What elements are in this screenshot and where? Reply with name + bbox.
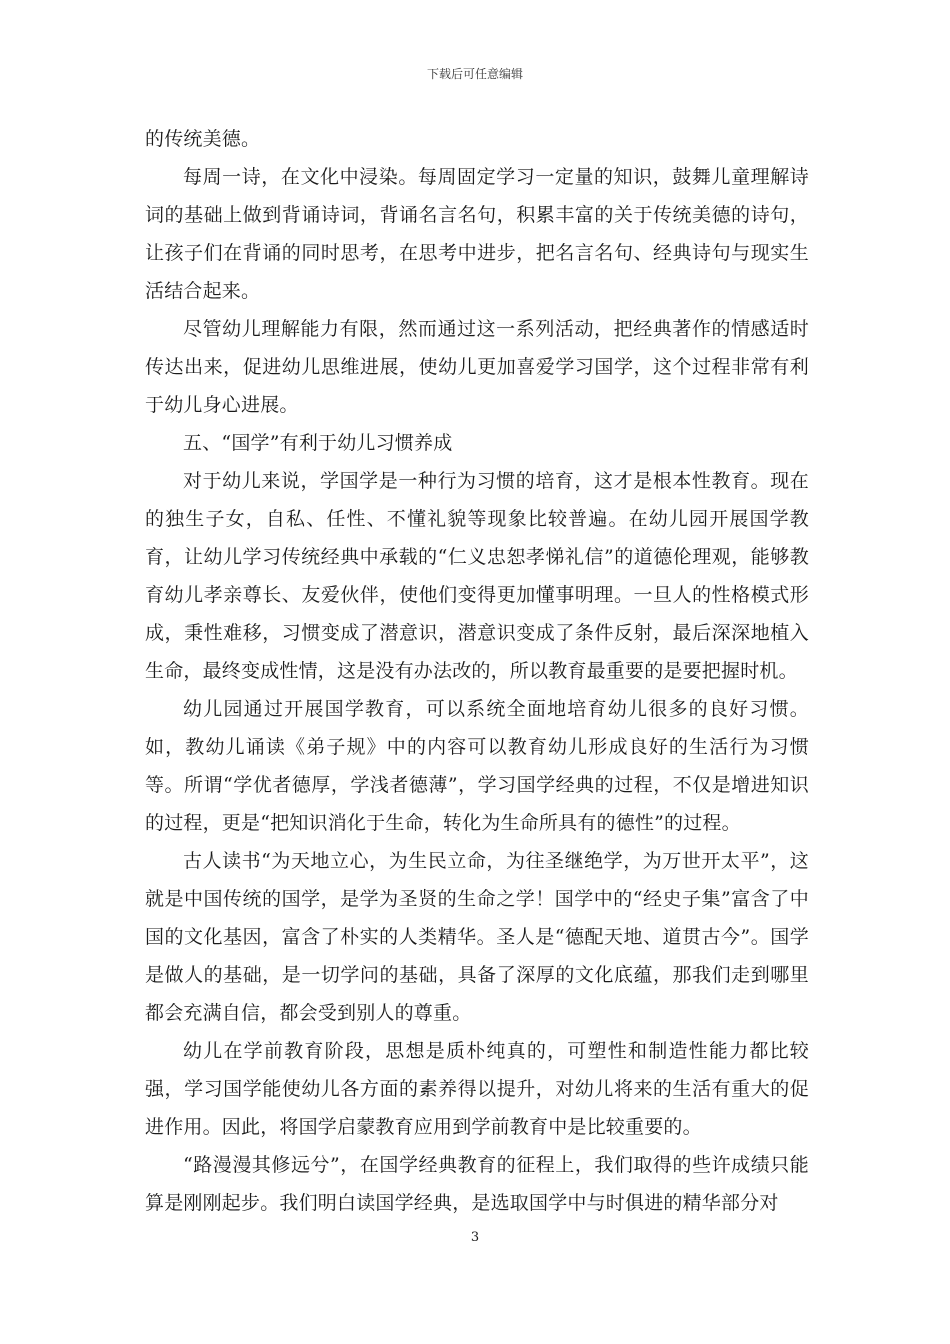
paragraph-5: 幼儿园通过开展国学教育，可以系统全面地培育幼儿很多的良好习惯。如，教幼儿诵读《弟子规》中的内容可以教育幼儿形成良好的生活行为习惯等。所谓“学优者德厚，学浅者德薄”，学习国学经典的过程，不仅是增进知识的过程，更是“把知识消化于生命，转化为生命所具有的德性”的过程。: [145, 698, 809, 834]
paragraph-7: 幼儿在学前教育阶段，思想是质朴纯真的，可塑性和制造性能力都比较强，学习国学能使幼儿各方面的素养得以提升，对幼儿将来的生活有重大的促进作用。因此，将国学启蒙教育应用到学前教育中是比较重要的。: [145, 1040, 809, 1138]
page-header: 下载后可任意编辑: [426, 67, 523, 81]
section-heading: 五、“国学”有利于幼儿习惯养成: [183, 432, 453, 454]
page-number: 3: [470, 1230, 480, 1245]
paragraph-8: “路漫漫其修远兮”，在国学经典教育的征程上，我们取得的些许成绩只能算是刚刚起步。我们明白读国学经典，是选取国学中与时俱进的精华部分对: [145, 1154, 809, 1214]
paragraph-6: 古人读书“为天地立心，为生民立命，为往圣继绝学，为万世开太平”，这就是中国传统的国学，是学为圣贤的生命之学！国学中的“经史子集”富含了中国的文化基因，富含了朴实的人类精华。圣人是“德配天地、道贯古今”。国学是做人的基础，是一切学问的基础，具备了深厚的文化底蕴，那我们走到哪里都会充满自信，都会受到别人的尊重。: [145, 850, 809, 1024]
paragraph-4: 对于幼儿来说，学国学是一种行为习惯的培育，这才是根本性教育。现在的独生子女，自私、任性、不懂礼貌等现象比较普遍。在幼儿园开展国学教育，让幼儿学习传统经典中承载的“仁义忠恕孝悌礼信”的道德伦理观，能够教育幼儿孝亲尊长、友爱伙伴，使他们变得更加懂事明理。一旦人的性格模式形成，秉性难移，习惯变成了潜意识，潜意识变成了条件反射，最后深深地植入生命，最终变成性情，这是没有办法改的，所以教育最重要的是要把握时机。: [145, 470, 809, 682]
paragraph-2: 每周一诗，在文化中浸染。每周固定学习一定量的知识，鼓舞儿童理解诗词的基础上做到背诵诗词，背诵名言名句，积累丰富的关于传统美德的诗句，让孩子们在背诵的同时思考，在思考中进步，把名言名句、经典诗句与现实生活结合起来。: [145, 166, 809, 302]
document-body: [145, 120, 809, 1222]
paragraph-1: 的传统美德。: [145, 128, 261, 150]
paragraph-3: 尽管幼儿理解能力有限，然而通过这一系列活动，把经典著作的情感适时传达出来，促进幼儿思维进展，使幼儿更加喜爱学习国学，这个过程非常有利于幼儿身心进展。: [145, 318, 809, 416]
